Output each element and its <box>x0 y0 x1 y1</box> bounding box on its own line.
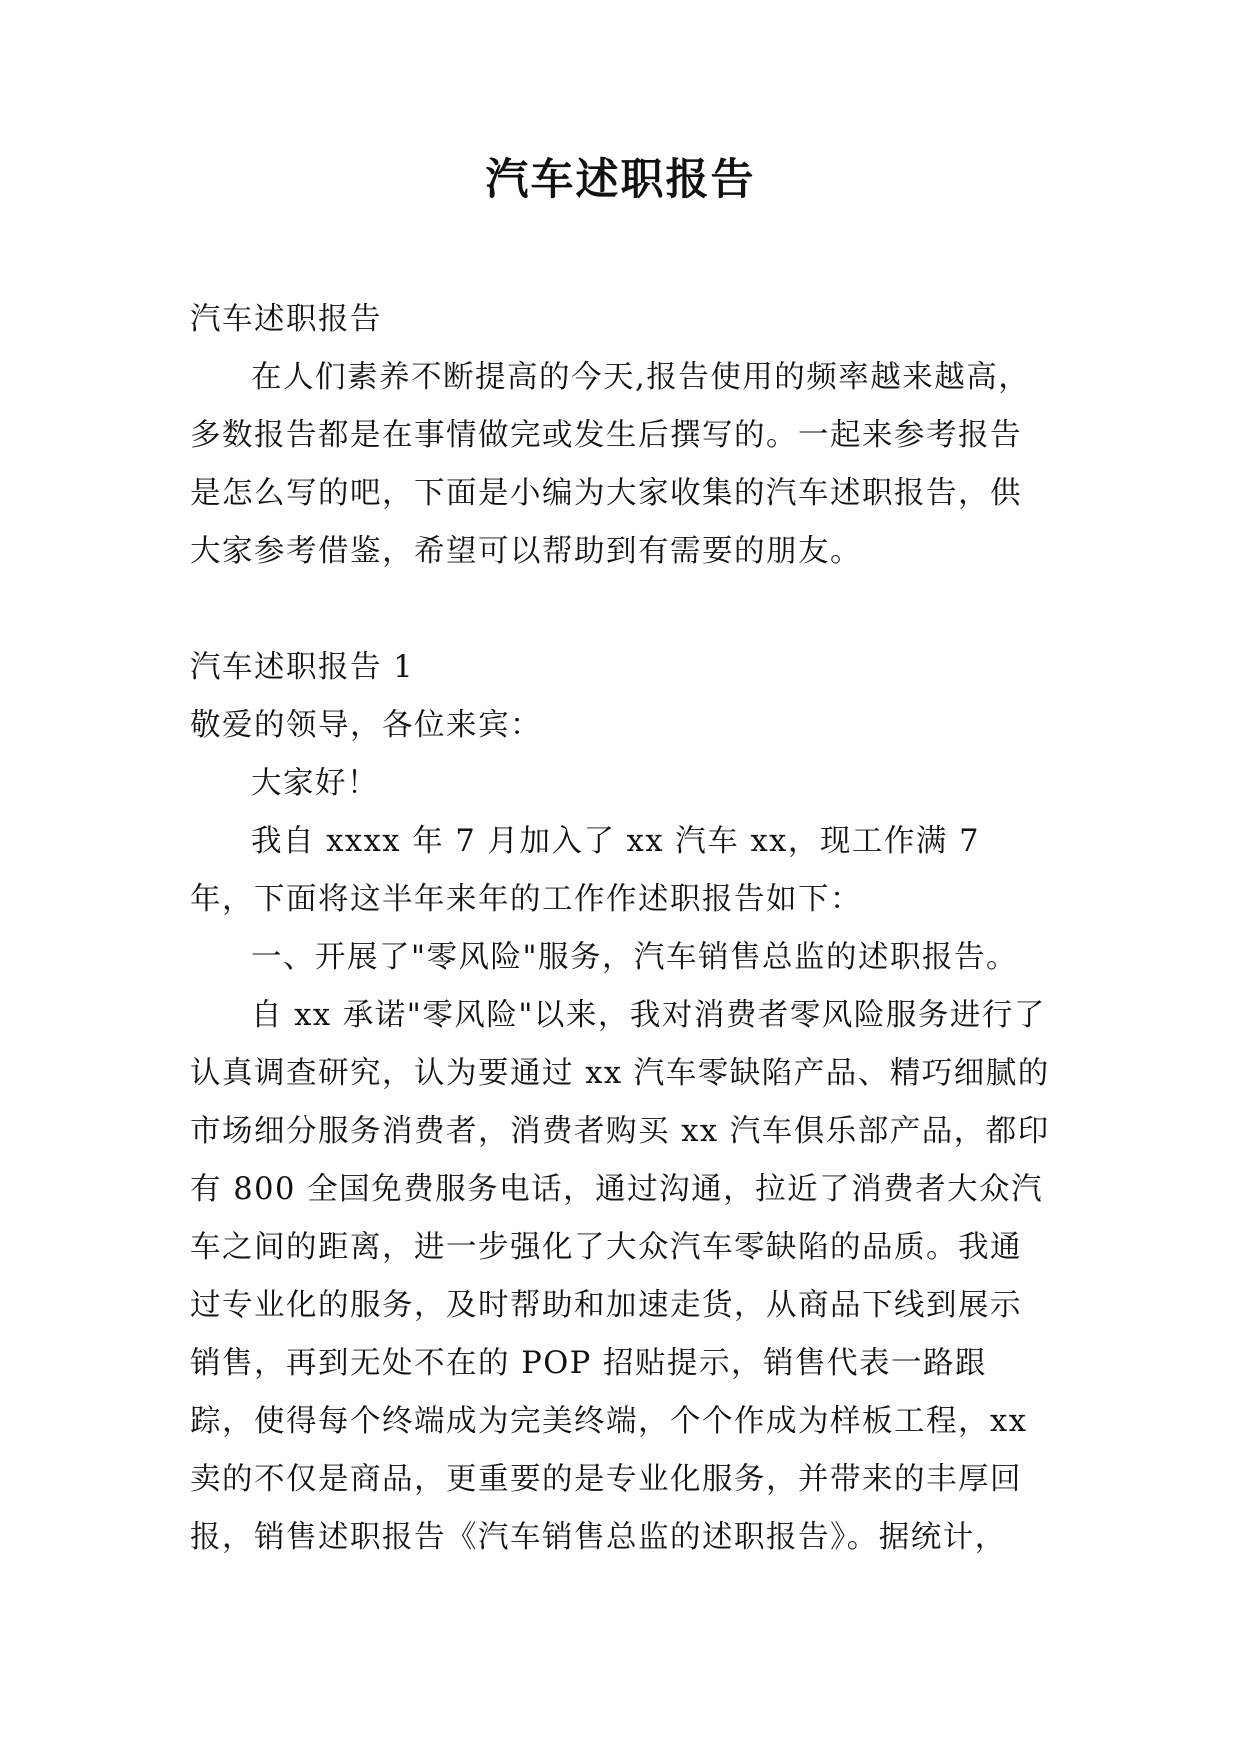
document-subtitle: 汽车述职报告 <box>190 302 382 337</box>
salutation: 敬爱的领导，各位来宾： <box>190 708 542 743</box>
paragraph-2: 一、开展了"零风险"服务，汽车销售总监的述职报告。 <box>251 940 1019 975</box>
document-body <box>190 291 1050 1567</box>
document-title: 汽车述职报告 <box>485 155 756 205</box>
greeting: 大家好！ <box>251 766 379 801</box>
paragraph-3: 自 xx 承诺"零风险"以来，我对消费者零风险服务进行了认真调查研究，认为要通过 xx 汽车零缺陷产品、精巧细腻的市场细分服务消费者，消费者购买 xx 汽车俱乐部产品，都印有 800 全国免费服务电话，通过沟通，拉近了消费者大众汽车之间的距离，进一步强化了大众汽车零缺陷的品质。我通过专业化的服务，及时帮助和加速走货，从商品下线到展示销售，再到无处不在的 POP 招贴提示，销售代表一路跟踪，使得每个终端成为完美终端，个个作成为样板工程，xx 卖的不仅是商品，更重要的是专业化服务，并带来的丰厚回报，销售述职报告《汽车销售总监的述职报告》。据统计， <box>190 998 1050 1555</box>
paragraph-gap <box>190 581 1050 639</box>
intro-paragraph: 在人们素养不断提高的今天,报告使用的频率越来越高，多数报告都是在事情做完或发生后撰写的。一起来参考报告是怎么写的吧，下面是小编为大家收集的汽车述职报告，供大家参考借鉴，希望可以帮助到有需要的朋友。 <box>190 360 1031 569</box>
section-heading: 汽车述职报告 1 <box>190 650 415 685</box>
paragraph-1: 我自 xxxx 年 7 月加入了 xx 汽车 xx，现工作满 7 年，下面将这半年来年的工作作述职报告如下： <box>190 824 980 917</box>
